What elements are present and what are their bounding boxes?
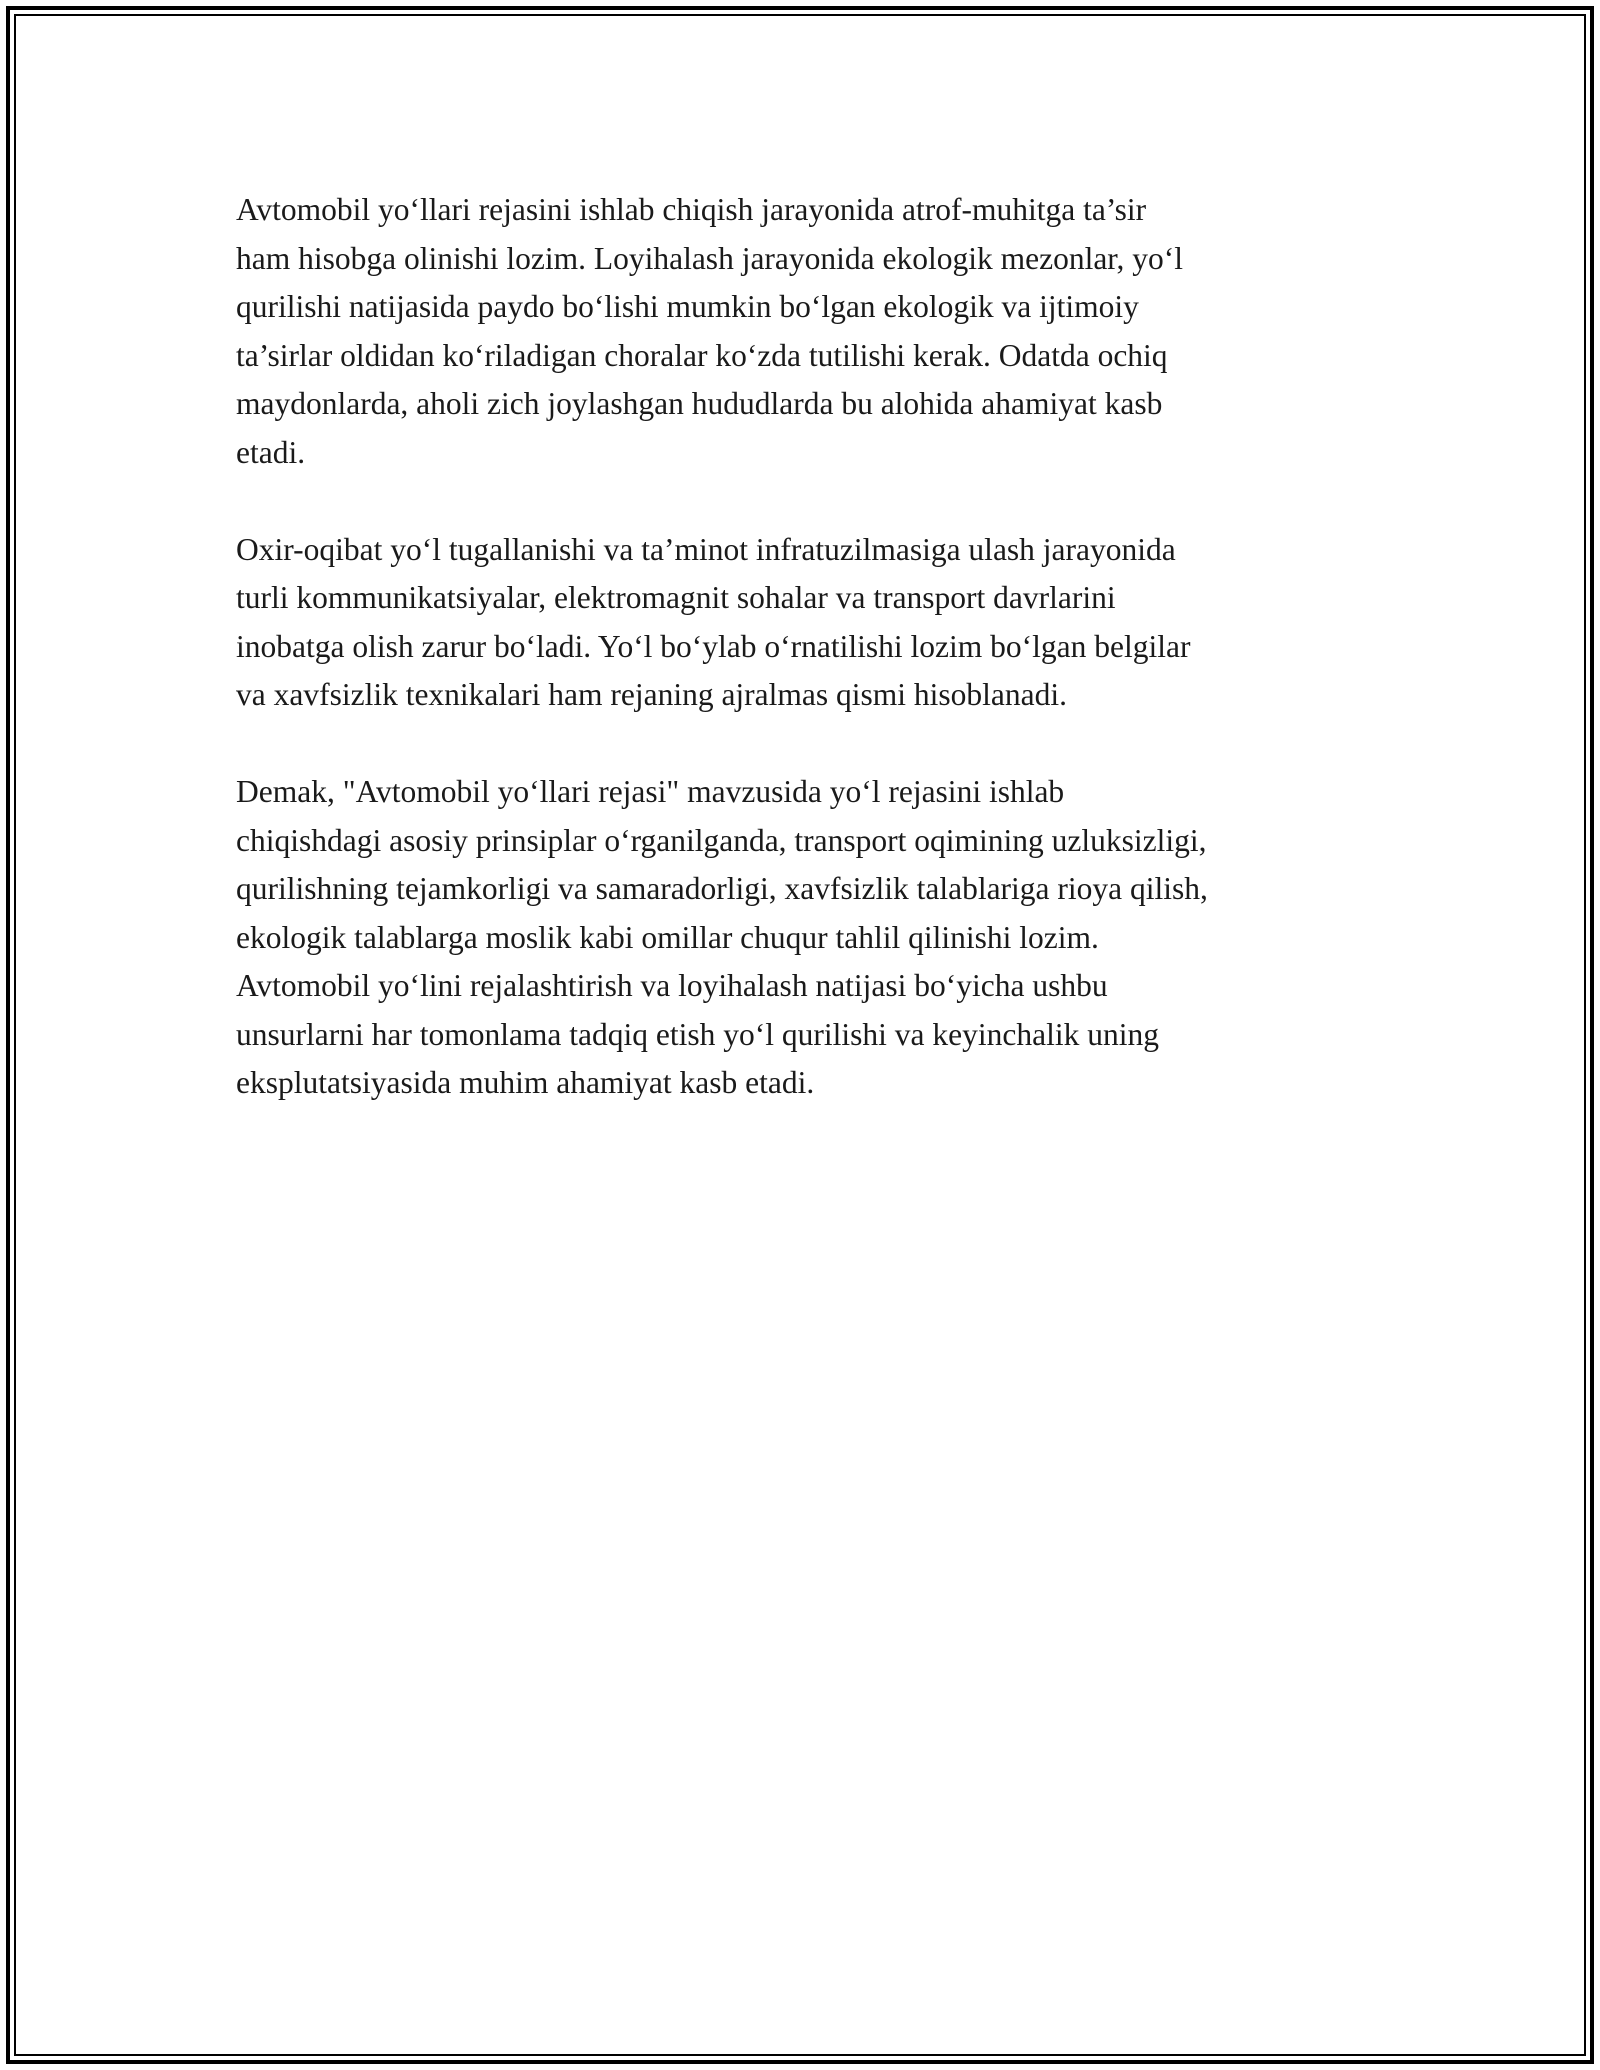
document-body bbox=[236, 186, 1396, 1156]
paragraph-environmental-impact: Avtomobil yo‘llari rejasini ishlab chiqish jarayonida atrof-muhitga ta’sir ham hisobga olinishi lozim. Loyihalash jarayonida ekologik mezonlar, yo‘l qurilishi natijasida paydo bo‘lishi mumkin bo‘lgan ekologik va ijtimoiy ta’sirlar oldidan ko‘riladigan choralar ko‘zda tutilishi kerak. Odatda ochiq maydonlarda, aholi zich joylashgan hududlarda bu alohida ahamiyat kasb etadi. bbox=[236, 192, 1184, 470]
paragraph-infrastructure: Oxir-oqibat yo‘l tugallanishi va ta’minot infratuzilmasiga ulash jarayonida turli kommunikatsiyalar, elektromagnit sohalar va transport davrlarini inobatga olish zarur bo‘ladi. Yo‘l bo‘ylab o‘rnatilishi lozim bo‘lgan belgilar va xavfsizlik texnikalari ham rejaning ajralmas qismi hisoblanadi. bbox=[236, 531, 1191, 712]
paragraph-conclusion: Demak, "Avtomobil yo‘llari rejasi" mavzusida yo‘l rejasini ishlab chiqishdagi asosiy prinsiplar o‘rganilganda, transport oqimining uzluksizligi, qurilishning tejamkorligi va samaradorligi, xavfsizlik talablariga rioya qilish, ekologik talablarga moslik kabi omillar chuqur tahlil qilinishi lozim. Avtomobil yo‘lini rejalashtirish va loyihalash natijasi bo‘yicha ushbu unsurlarni har tomonlama tadqiq etish yo‘l qurilishi va keyinchalik uning eksplutatsiyasida muhim ahamiyat kasb etadi. bbox=[236, 774, 1208, 1100]
